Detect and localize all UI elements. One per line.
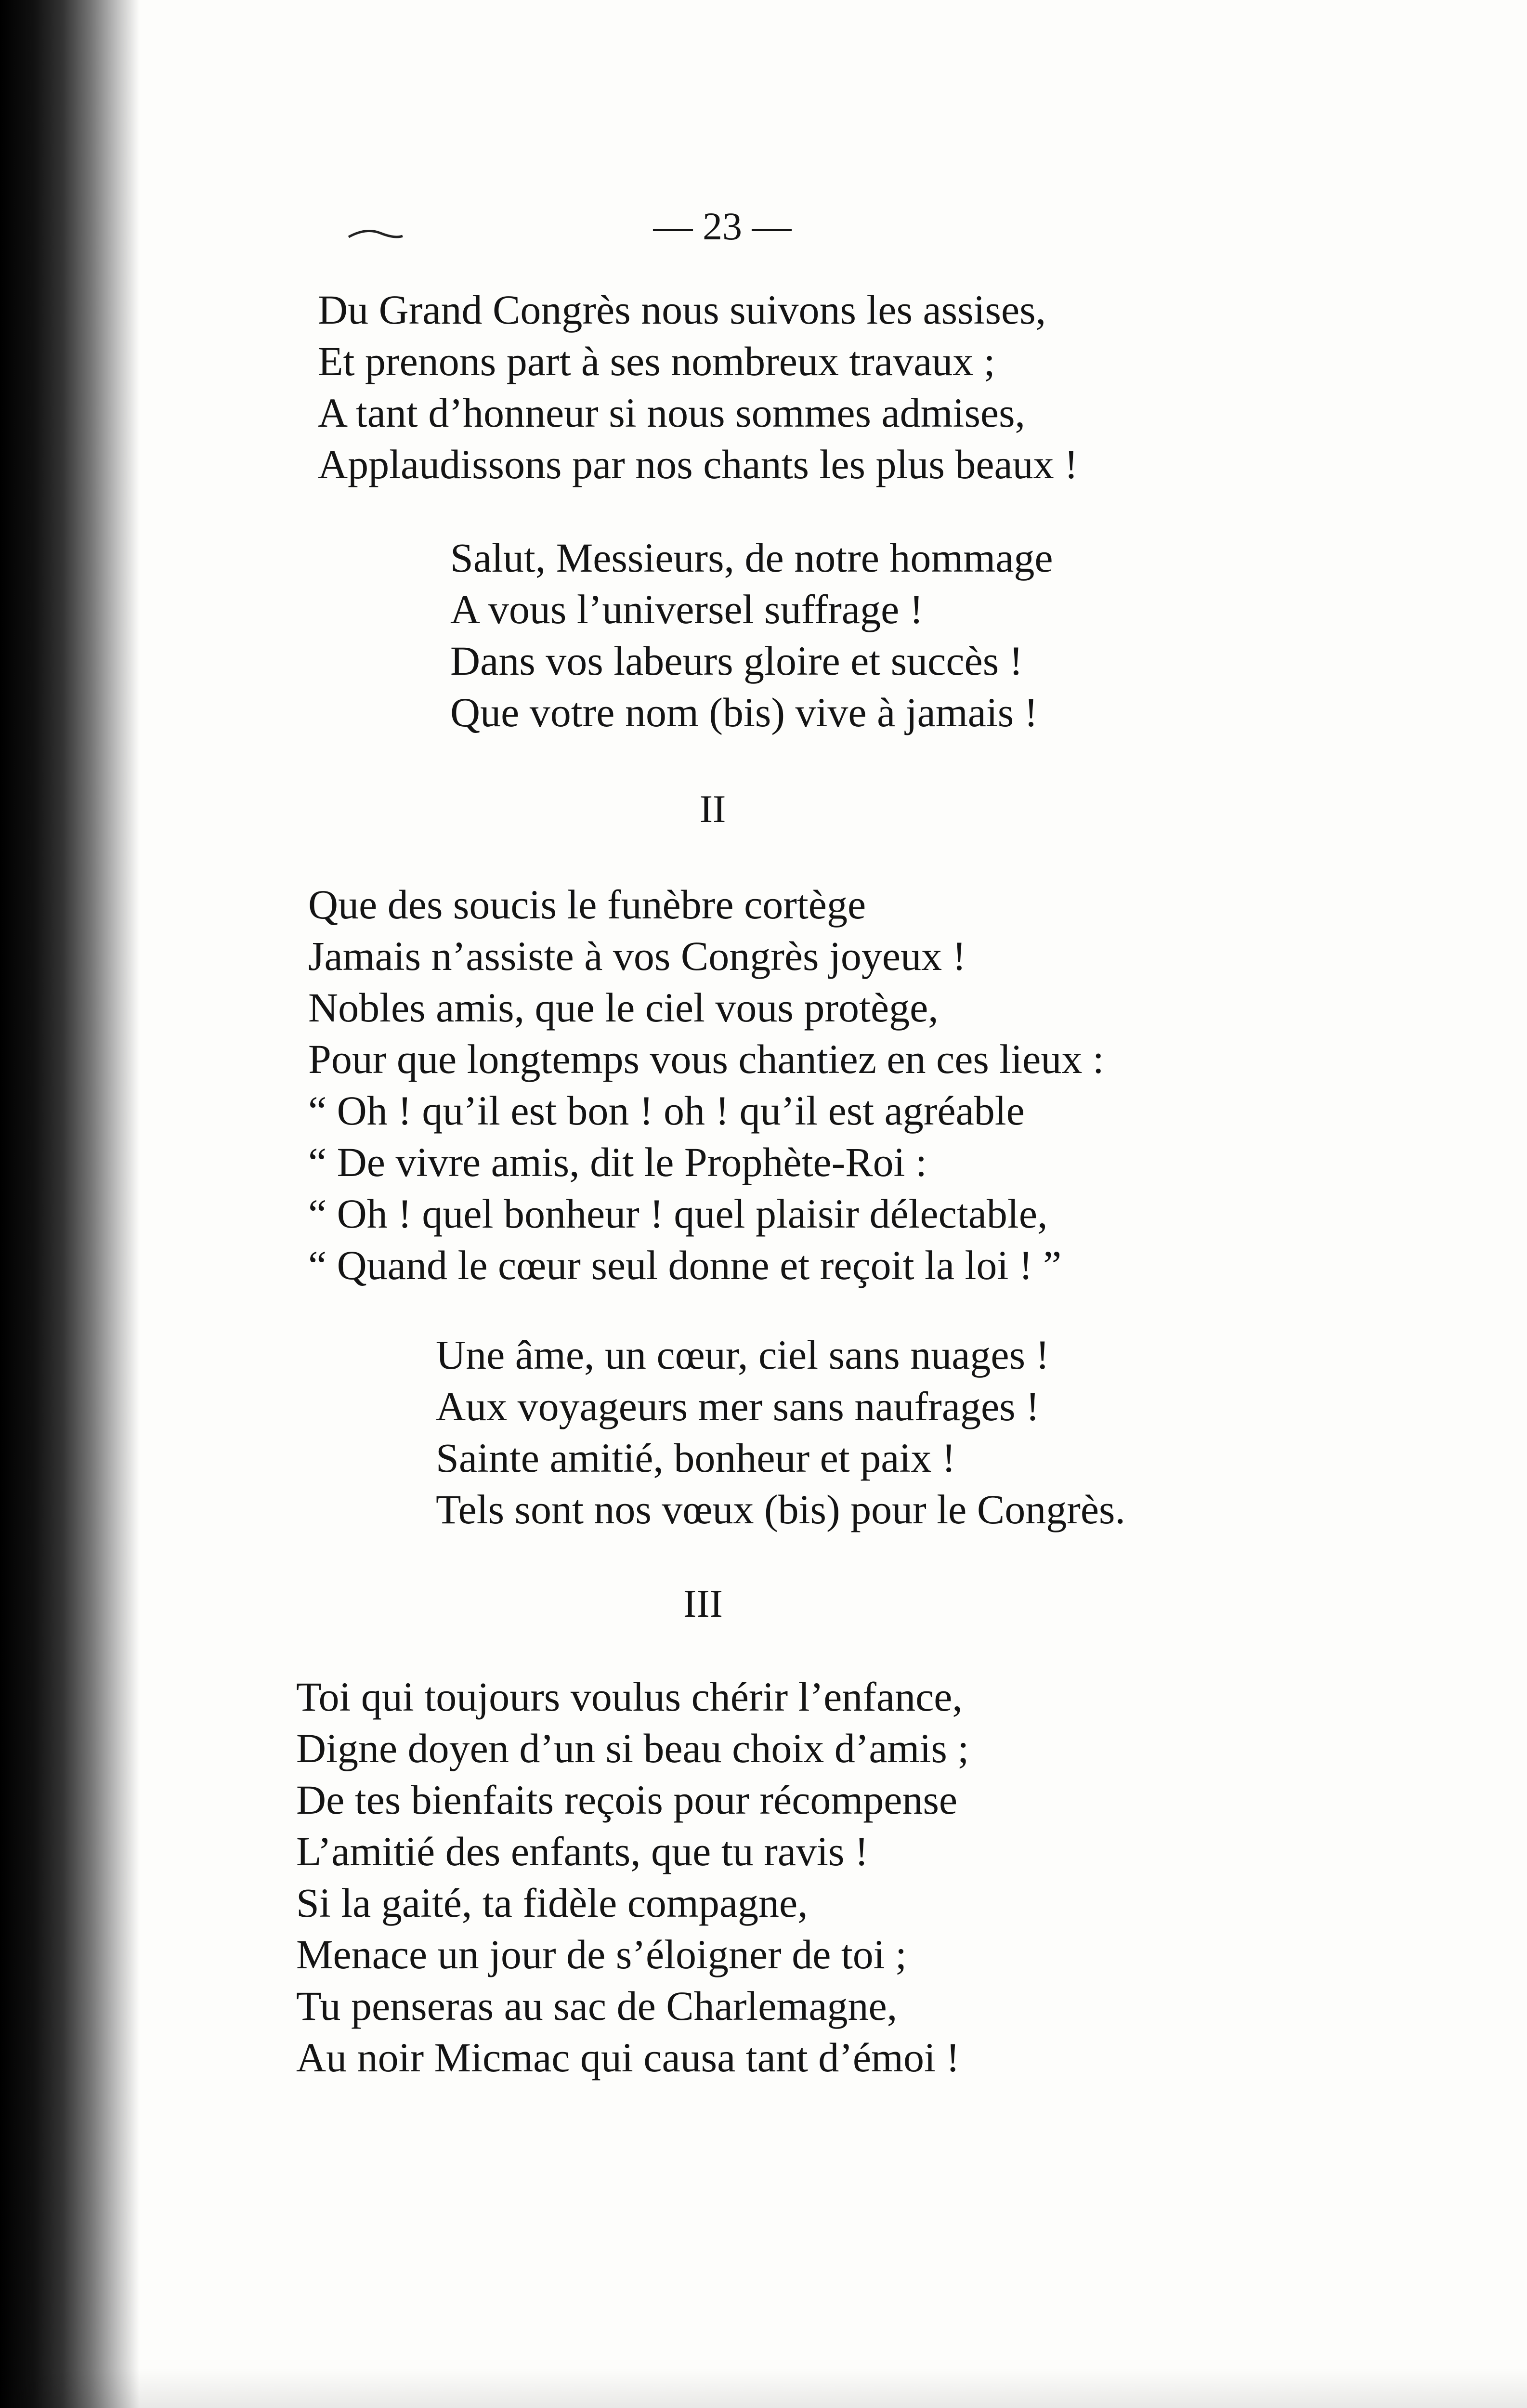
bottom-shadow <box>0 2369 1527 2408</box>
stanza-3 <box>296 1671 969 2083</box>
page-number: — 23 — <box>653 204 792 248</box>
refrain-1-line: Que votre nom (bis) vive à jamais ! <box>450 689 1038 735</box>
refrain-1-line: A vous l’universel suffrage ! <box>450 586 924 632</box>
stanza-2 <box>308 879 1104 1291</box>
stanza-3-line: Digne doyen d’un si beau choix d’amis ; <box>296 1725 969 1771</box>
refrain-2-line: Une âme, un cœur, ciel sans nuages ! <box>436 1332 1050 1378</box>
section-numeral-2: II <box>699 787 726 831</box>
refrain-1 <box>450 532 1053 738</box>
refrain-2 <box>436 1329 1125 1535</box>
stanza-2-line: “ Oh ! qu’il est bon ! oh ! qu’il est agréable <box>308 1087 1025 1134</box>
refrain-2-line: Tels sont nos vœux (bis) pour le Congrès. <box>436 1486 1125 1532</box>
stanza-2-line: Pour que longtemps vous chantiez en ces lieux : <box>308 1036 1104 1082</box>
stanza-1-line: Applaudissons par nos chants les plus beaux ! <box>318 441 1078 487</box>
stanza-1 <box>318 284 1078 490</box>
stanza-2-line: Que des soucis le funèbre cortège <box>308 881 866 928</box>
stanza-3-line: De tes bienfaits reçois pour récompense <box>296 1777 958 1823</box>
stanza-3-line: Menace un jour de s’éloigner de toi ; <box>296 1931 907 1977</box>
stanza-1-line: Du Grand Congrès nous suivons les assises, <box>318 287 1046 333</box>
refrain-2-line: Aux voyageurs mer sans naufrages ! <box>436 1383 1040 1429</box>
stanza-3-line: Au noir Micmac qui causa tant d’émoi ! <box>296 2034 960 2081</box>
refrain-1-line: Salut, Messieurs, de notre hommage <box>450 535 1053 581</box>
stanza-2-line: “ De vivre amis, dit le Prophète-Roi : <box>308 1139 927 1185</box>
stanza-3-line: Toi qui toujours voulus chérir l’enfance, <box>296 1674 963 1720</box>
header-tilde-mark <box>347 226 405 241</box>
stanza-1-line: A tant d’honneur si nous sommes admises, <box>318 390 1026 436</box>
binding-shadow <box>0 0 140 2408</box>
refrain-1-line: Dans vos labeurs gloire et succès ! <box>450 638 1023 684</box>
stanza-2-line: Nobles amis, que le ciel vous protège, <box>308 984 939 1031</box>
stanza-3-line: Si la gaité, ta fidèle compagne, <box>296 1880 808 1926</box>
section-numeral-3: III <box>683 1582 723 1625</box>
stanza-3-line: Tu penseras au sac de Charlemagne, <box>296 1983 898 2029</box>
stanza-3-line: L’amitié des enfants, que tu ravis ! <box>296 1828 869 1874</box>
stanza-2-line: “ Oh ! quel bonheur ! quel plaisir délectable, <box>308 1191 1048 1237</box>
stanza-1-line: Et prenons part à ses nombreux travaux ; <box>318 338 995 384</box>
stanza-2-line: “ Quand le cœur seul donne et reçoit la loi ! ” <box>308 1242 1062 1288</box>
stanza-2-line: Jamais n’assiste à vos Congrès joyeux ! <box>308 933 966 979</box>
refrain-2-line: Sainte amitié, bonheur et paix ! <box>436 1435 956 1481</box>
